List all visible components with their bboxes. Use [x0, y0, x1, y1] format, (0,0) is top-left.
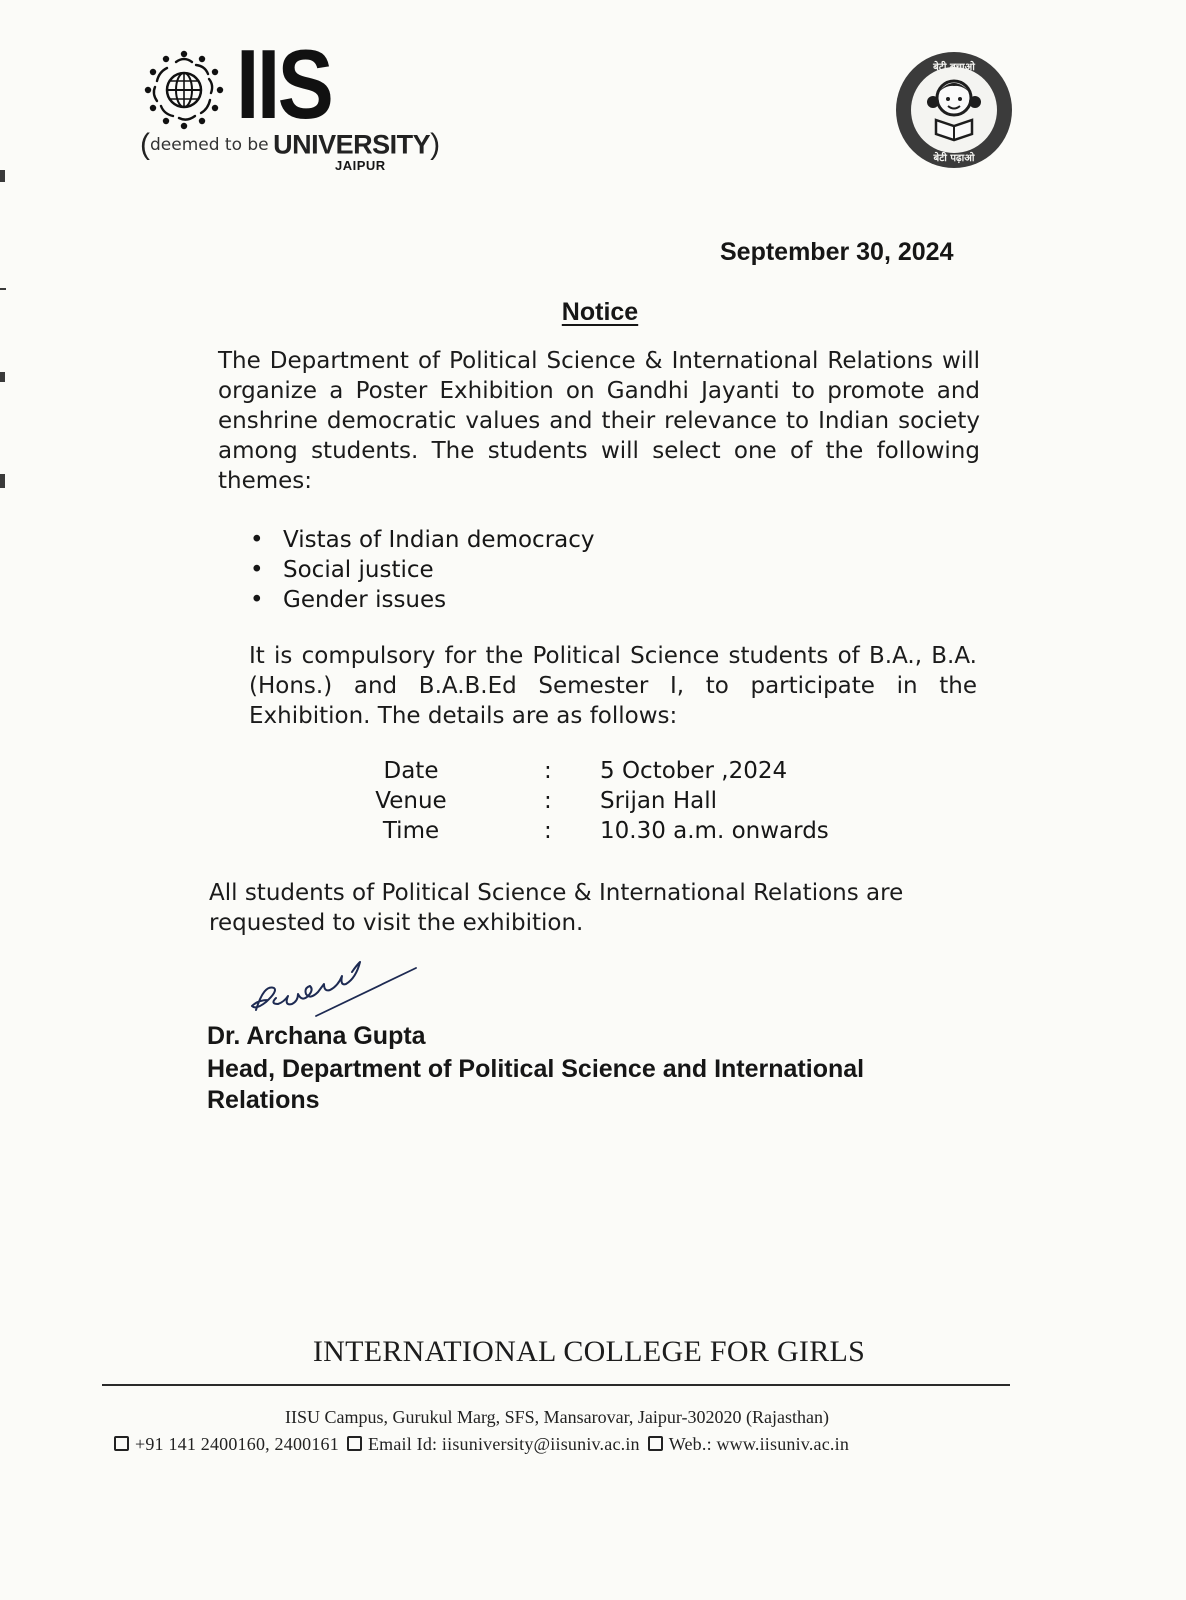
logo-close-paren: ): [430, 128, 441, 161]
campus-address: IISU Campus, Gurukul Marg, SFS, Mansarovar, Jaipur-302020 (Rajasthan): [284, 1407, 830, 1427]
bullet: •: [250, 527, 264, 553]
list-item: [250, 585, 595, 615]
detail-value: 10.30 a.m. onwards: [600, 818, 829, 844]
list-item: [250, 525, 595, 555]
theme-text: Vistas of Indian democracy: [283, 527, 595, 553]
detail-label: Time: [382, 818, 440, 844]
logo-city: JAIPUR: [335, 158, 386, 173]
badge-top-text: बेटी बचाओ: [933, 62, 975, 73]
phone-numbers: +91 141 2400160, 2400161: [135, 1434, 339, 1454]
university-logo: [140, 29, 441, 180]
theme-text: Social justice: [283, 557, 434, 583]
scan-edge-mark: [0, 170, 5, 182]
website: Web.: www.iisuniv.ac.in: [668, 1434, 850, 1454]
globe-emblem-icon: [140, 46, 228, 134]
list-item: [250, 555, 595, 585]
scan-edge-mark: [0, 288, 6, 290]
logo-deemed-text: deemed to be: [150, 135, 269, 155]
detail-value: 5 October ,2024: [600, 758, 788, 784]
beti-bachao-badge-icon: [892, 50, 1016, 170]
signatory-designation: Head, Department of Political Science and International Relations: [207, 1055, 865, 1114]
notice-title: Notice: [561, 298, 639, 326]
web-icon: [648, 1436, 663, 1451]
detail-value: Srijan Hall: [600, 788, 717, 814]
footer-divider: [102, 1384, 1010, 1386]
participation-paragraph: It is compulsory for the Political Science students of B.A., B.A.(Hons.) and B.A.B.Ed Semester I, to participate in the Exhibition. The details are as follows:: [249, 643, 977, 729]
theme-text: Gender issues: [283, 587, 447, 613]
logo-open-paren: (: [140, 128, 150, 161]
detail-separator: :: [544, 758, 552, 784]
notice-date: September 30, 2024: [720, 238, 954, 266]
email-icon: [347, 1436, 362, 1451]
bullet: •: [250, 557, 264, 583]
logo-tagline: [140, 128, 440, 162]
logo-wordmark: IIS: [236, 29, 332, 139]
scan-edge-mark: [0, 474, 5, 488]
phone-icon: [114, 1436, 129, 1451]
bullet: •: [250, 587, 264, 613]
email-address: Email Id: iisuniversity@iisuniv.ac.in: [367, 1434, 640, 1454]
logo-university-text: UNIVERSITY: [273, 129, 431, 160]
contact-line: [114, 1434, 849, 1455]
signatory-name: Dr. Archana Gupta: [207, 1022, 426, 1050]
intro-paragraph: The Department of Political Science & International Relations will organize a Poster Exhibition on Gandhi Jayanti to promote and enshrine democratic values and their relevance to Indian society among students. The students will select one of the following themes:: [218, 348, 980, 494]
closing-paragraph: All students of Political Science & International Relations are requested to visit the exhibition.: [209, 880, 904, 936]
detail-separator: :: [544, 788, 552, 814]
detail-label: Venue: [375, 788, 447, 814]
handwritten-signature: [248, 958, 423, 1028]
badge-bottom-text: बेटी पढ़ाओ: [933, 153, 975, 164]
themes-list: [250, 525, 595, 615]
detail-label: Date: [383, 758, 439, 784]
scan-edge-mark: [0, 372, 5, 382]
college-name: INTERNATIONAL COLLEGE FOR GIRLS: [312, 1335, 866, 1368]
detail-separator: :: [544, 818, 552, 844]
